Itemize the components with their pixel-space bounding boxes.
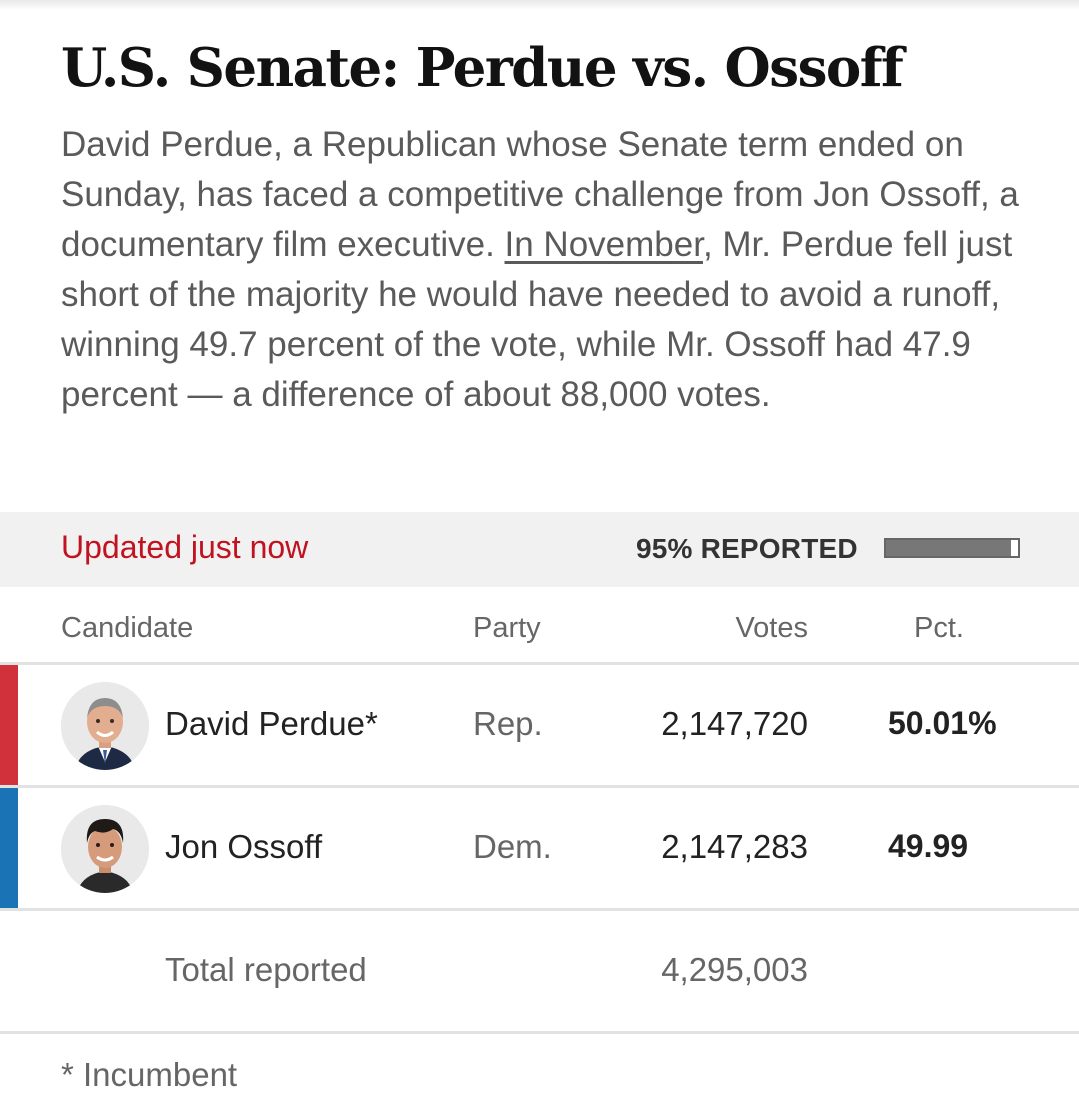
candidate-party: Dem. <box>473 828 552 865</box>
total-reported-label: Total reported <box>165 951 367 988</box>
perdue-portrait-icon <box>61 682 149 770</box>
status-bar <box>0 512 1079 587</box>
reported-label: 95% REPORTED <box>636 533 858 564</box>
candidate-party: Rep. <box>473 705 543 742</box>
header-candidate: Candidate <box>61 612 194 644</box>
democratic-party-bar <box>0 788 18 908</box>
candidate-votes: 2,147,283 <box>661 828 808 865</box>
candidate-votes: 2,147,720 <box>661 705 808 742</box>
perdue-avatar <box>61 682 149 770</box>
candidate-name: Jon Ossoff <box>165 828 323 865</box>
reporting-progress-fill <box>886 540 1011 556</box>
in-november-link[interactable]: In November <box>504 225 703 264</box>
summary-text-part-2: , Mr. Perdue fell just short of the majority he would have needed to avoid a runoff, winning 49.7 percent of the vote, while Mr. Ossoff had 47.9 percent — a difference of about 88,000 votes. <box>61 225 1013 414</box>
ossoff-portrait-icon <box>61 805 149 893</box>
header-pct: Pct. <box>914 612 964 644</box>
divider <box>0 1031 1079 1034</box>
candidate-name: David Perdue* <box>165 705 378 742</box>
top-shadow <box>0 0 1079 10</box>
ossoff-avatar <box>61 805 149 893</box>
incumbent-footnote: * Incumbent <box>61 1056 238 1093</box>
reporting-progress-bar <box>884 538 1020 558</box>
header-party: Party <box>473 612 541 644</box>
page-title: U.S. Senate: Perdue vs. Ossoff <box>61 37 903 99</box>
republican-party-bar <box>0 665 18 785</box>
total-reported-votes: 4,295,003 <box>661 951 808 988</box>
summary-text-part-1: David Perdue, a Republican whose Senate term ended on Sunday, has faced a competitive challenge from Jon Ossoff, a documentary film executive. <box>61 125 1019 264</box>
summary-text <box>61 120 1031 420</box>
updated-timestamp: Updated just now <box>61 529 309 565</box>
header-votes: Votes <box>735 612 808 644</box>
table-row-ossoff <box>0 788 1079 908</box>
candidate-pct: 50.01% <box>888 705 997 741</box>
table-row-perdue <box>0 665 1079 785</box>
candidate-pct: 49.99 <box>888 828 969 864</box>
divider <box>0 908 1079 911</box>
